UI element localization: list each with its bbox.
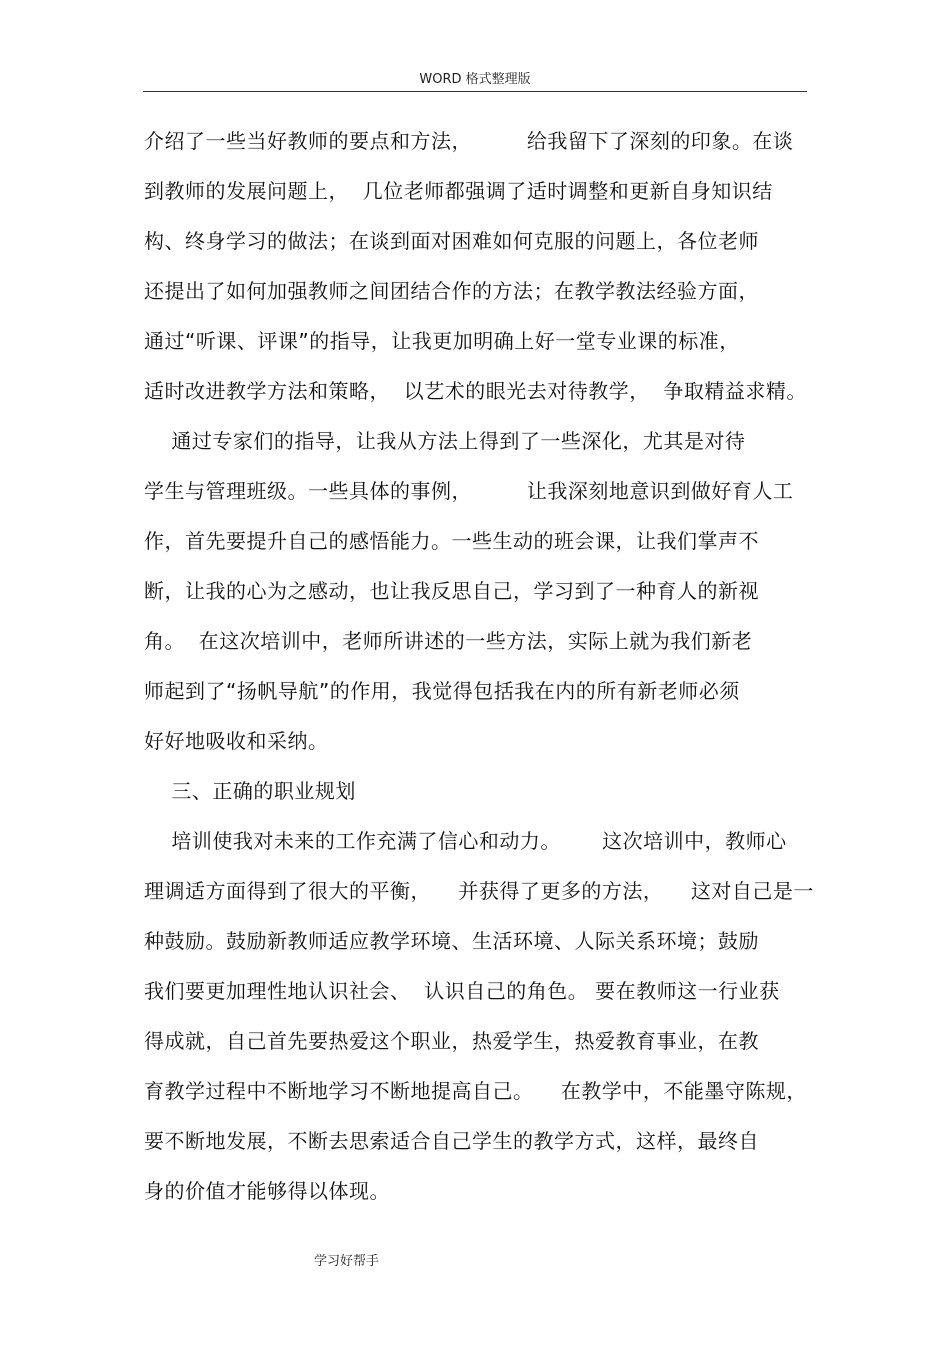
page-footer: 学习好帮手	[314, 1254, 380, 1269]
section-heading: 三、正确的职业规划	[144, 779, 356, 803]
text-line: 断，让我的心为之感动，也让我反思自己，学习到了一种育人的新视	[144, 579, 759, 603]
text-line: 师起到了“扬帆导航”的作用，我觉得包括我在内的所有新老师必须	[144, 679, 740, 703]
text-line: 通过专家们的指导，让我从方法上得到了一些深化，尤其是对待	[144, 429, 746, 453]
text-line: 好好地吸收和采纳。	[144, 729, 329, 753]
text-line: 要不断地发展，不断去思索适合自己学生的教学方式，这样，最终自	[144, 1129, 759, 1153]
text-line: 还提出了如何加强教师之间团结合作的方法；在教学教法经验方面，	[144, 279, 759, 303]
text-line: 适时改进教学方法和策略， 以艺术的眼光去对待教学， 争取精益求精。	[144, 379, 807, 403]
page-header: WORD 格式整理版	[419, 72, 531, 87]
text-line: 作，首先要提升自己的感悟能力。一些生动的班会课，让我们掌声不	[144, 529, 759, 553]
text-line: 育教学过程中不断地学习不断地提高自己。 在教学中，不能墨守陈规，	[144, 1079, 807, 1103]
text-line: 构、终身学习的做法；在谈到面对困难如何克服的问题上，各位老师	[144, 229, 759, 253]
text-line: 种鼓励。鼓励新教师适应教学环境、生活环境、人际关系环境；鼓励	[144, 929, 759, 953]
text-line: 到教师的发展问题上， 几位老师都强调了适时调整和更新自身知识结	[144, 179, 773, 203]
text-line: 培训使我对未来的工作充满了信心和动力。 这次培训中，教师心	[144, 829, 787, 853]
text-line: 理调适方面得到了很大的平衡， 并获得了更多的方法， 这对自己是一	[144, 879, 814, 903]
header-rule	[143, 91, 807, 92]
text-line: 得成就，自己首先要热爱这个职业，热爱学生，热爱教育事业，在教	[144, 1029, 759, 1053]
text-line: 介绍了一些当好教师的要点和方法， 给我留下了深刻的印象。在谈	[144, 129, 794, 153]
text-line: 学生与管理班级。一些具体的事例， 让我深刻地意识到做好育人工	[144, 479, 794, 503]
text-line: 身的价值才能够得以体现。	[144, 1179, 390, 1203]
text-line: 角。 在这次培训中，老师所讲述的一些方法，实际上就为我们新老	[144, 629, 753, 653]
text-line: 通过“听课、评课”的指导，让我更加明确上好一堂专业课的标准，	[144, 329, 740, 353]
text-line: 我们要更加理性地认识社会、 认识自己的角色。 要在教师这一行业获	[144, 979, 780, 1003]
